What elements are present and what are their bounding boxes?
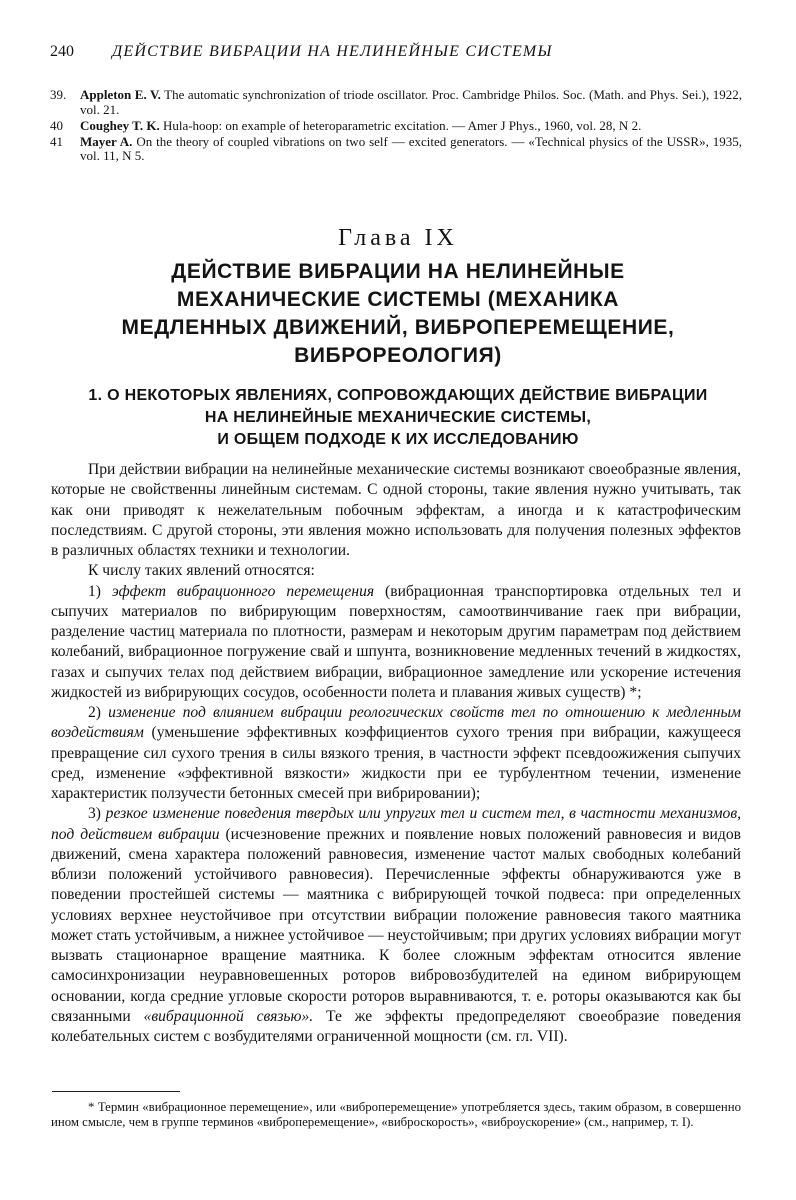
item-text-tail: Те же эффекты предопределяют своеобразие поведения колебательных систем с возбудителями ограниченной мощности (см. гл. VII).: [51, 1007, 741, 1045]
section-title-line: 1. О НЕКОТОРЫХ ЯВЛЕНИЯХ, СОПРОВОЖДАЮЩИХ ДЕЙСТВИЕ ВИБРАЦИИ: [88, 387, 708, 404]
item-text: (уменьшение эффективных коэффициентов сухого трения при вибрации, кажущееся превращение сил сухого трения в силы вязкого трения, в частности эффект псевдоожижения сыпучих сред, изменение «эффективной вязкости» жидкости при ее турбулентном течении, изменение характеристик ползучести бетонных смесей при вибрировании);: [51, 724, 741, 802]
reference-author: Appleton E. V.: [80, 87, 161, 102]
item-term: эффект вибрационного перемещения: [111, 582, 375, 600]
item-term: изменение под влиянием вибрации реологических свойств тел по отношению к медленным воздействиям: [51, 704, 741, 742]
item-number: 1): [88, 582, 112, 600]
reference-item: [50, 135, 742, 164]
reference-number: 39.: [50, 87, 67, 102]
chapter-title-line: ДЕЙСТВИЕ ВИБРАЦИИ НА НЕЛИНЕЙНЫЕ: [171, 260, 625, 283]
item-text: (исчезновение прежних и появление новых положений равновесия и видов движений, смена характера положений равновесия, изменение частот малых свободных колебаний вблизи положений устойчивого равновесия). Перечисленные эффекты обнаруживаются уже в поведении простейшей системы — маятника с вибрирующей точкой подвеса: при определенных условиях верхнее неустойчивое при отсутствии вибрации положение равновесия такого маятника может стать устойчивым, а нижнее устойчивое — неустойчивым; при других условиях вибрации могут вызвать стационарное вращение маятника. К более сложным эффектам относится явление самосинхронизации неуравновешенных роторов вибровозбудителей на едином вибрирующем основании, когда средние угловые скорости роторов выравниваются, т. е. роторы оказываются как бы связанными: [51, 825, 741, 1025]
reference-item: [50, 119, 742, 134]
chapter-label: Глава IX: [338, 225, 458, 251]
item-text: (вибрационная транспортировка отдельных тел и сыпучих материалов по вибрирующим поверхностям, самоотвинчивание гаек при вибрации, разделение частиц материала по плотности, размерам и некоторым другим параметрам под действием колебаний, вибрационное погружение свай и шпунта, возникновение медленных течений в жидкостях, газах и сыпучих телах под действием вибрации, вибрационное замедление или ускорение истечения жидкостей из вибрирующих сосудов, особенности полета и плавания живых существ) *;: [51, 582, 741, 701]
footnote: * Термин «вибрационное перемещение», или «виброперемещение» употребляется здесь, таким образом, в совершенно ином смысле, чем в группе терминов «виброперемещение», «виброскорость», «виброускорение» (см., например, т. I).: [51, 1100, 741, 1129]
body-text: [51, 460, 741, 1047]
running-title: ДЕЙСТВИЕ ВИБРАЦИИ НА НЕЛИНЕЙНЫЕ СИСТЕМЫ: [112, 43, 553, 60]
paragraph-intro: При действии вибрации на нелинейные механические системы возникают своеобразные явления, которые не свойственны линейным системам. С одной стороны, такие явления нужно учитывать, так как они приводят к нежелательным побочным эффектам, а иногда и к катастрофическим последствиям. С другой стороны, эти явления можно использовать для получения полезных эффектов в различных областях техники и технологии.: [51, 461, 741, 559]
reference-author: Mayer A.: [80, 133, 133, 149]
footnote-divider: [52, 1091, 180, 1092]
chapter-title-line: МЕДЛЕННЫХ ДВИЖЕНИЙ, ВИБРОПЕРЕМЕЩЕНИЕ,: [121, 316, 675, 339]
section-title: [40, 385, 756, 451]
page-number: 240: [50, 43, 74, 60]
item-term-secondary: «вибрационной связью».: [143, 1007, 314, 1025]
paragraph-item-3: [51, 804, 741, 1047]
reference-number: 40: [50, 117, 63, 133]
reference-text: Hula-hoop: on example of heteroparametric excitation. — Amer J Phys., 1960, vol. 28, N 2.: [159, 117, 642, 133]
reference-item: [50, 88, 742, 117]
chapter-title-line: МЕХАНИЧЕСКИЕ СИСТЕМЫ (МЕХАНИКА: [176, 288, 620, 311]
reference-text: The automatic synchronization of triode oscillator. Proc. Cambridge Philos. Soc. (Math. and Phys. Sei.), 1922, vol. 21.: [80, 87, 743, 117]
paragraph-list-lead: К числу таких явлений относятся:: [88, 562, 315, 580]
section-title-line: И ОБЩЕМ ПОДХОДЕ К ИХ ИССЛЕДОВАНИЮ: [217, 431, 579, 448]
page-header: [50, 42, 750, 62]
reference-text: On the theory of coupled vibrations on two self — excited generators. — «Technical physics of the USSR», 1935, vol. 11, N 5.: [80, 133, 743, 163]
section-title-line: НА НЕЛИНЕЙНЫЕ МЕХАНИЧЕСКИЕ СИСТЕМЫ,: [204, 409, 592, 426]
paragraph-item-2: [51, 703, 741, 804]
item-number: 2): [88, 704, 109, 721]
reference-list: [50, 88, 742, 165]
reference-author: Coughey T. K.: [80, 117, 160, 133]
chapter-title-line: ВИБРОРЕОЛОГИЯ): [294, 344, 502, 367]
reference-number: 41: [50, 133, 63, 149]
item-number: 3): [88, 805, 106, 823]
paragraph-item-1: [51, 582, 741, 704]
chapter-title: [60, 258, 736, 370]
item-term: резкое изменение поведения твердых или упругих тел и систем тел, в частности механизмов, под действием вибрации: [51, 805, 741, 843]
